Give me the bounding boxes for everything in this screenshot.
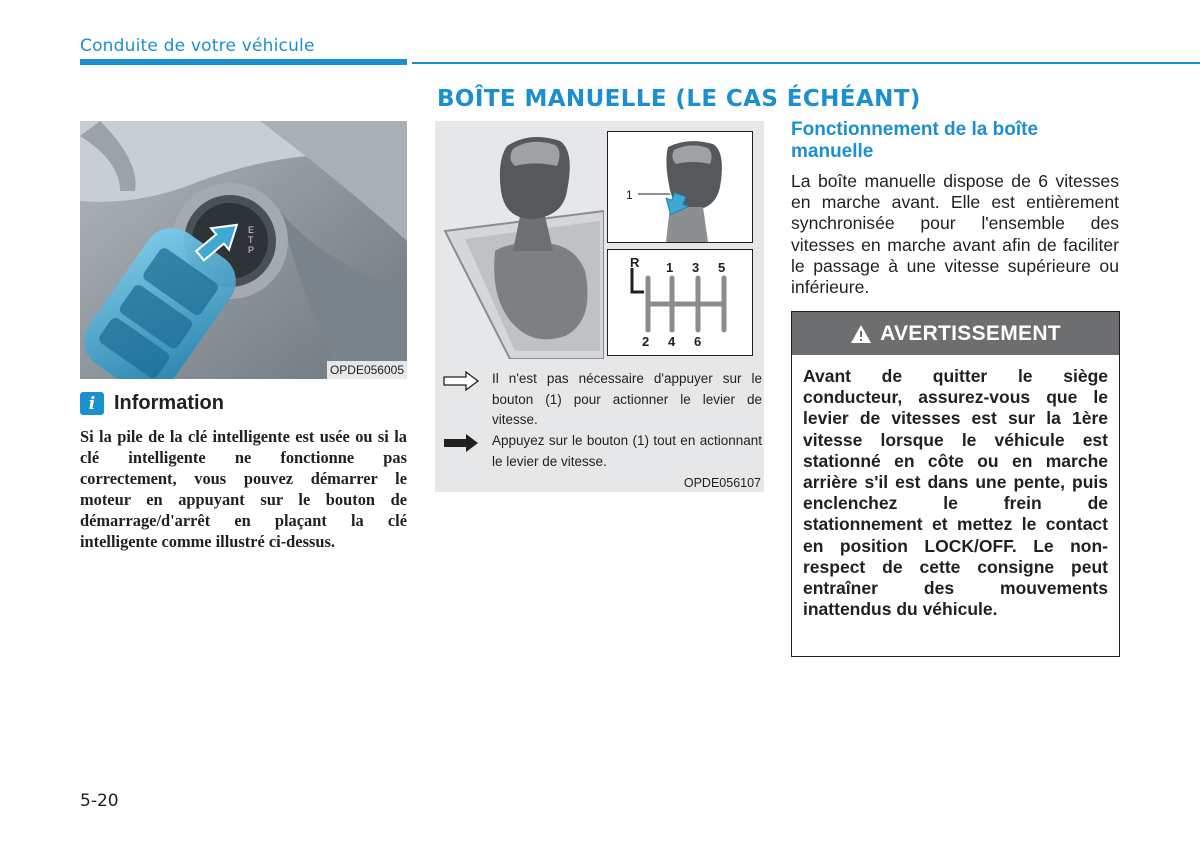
- header-rule-thick: [80, 59, 407, 65]
- outline-arrow-icon: [442, 370, 480, 392]
- warning-triangle-icon: [850, 324, 872, 344]
- callout-number: 1: [626, 188, 633, 202]
- gear-6: 6: [694, 334, 702, 349]
- solid-arrow-icon: [442, 432, 480, 454]
- warning-box: [791, 311, 1120, 657]
- info-icon: i: [80, 392, 104, 415]
- warning-header: [792, 312, 1119, 355]
- subsection-title: Fonctionnement de la boîte manuelle: [791, 119, 1039, 162]
- header-rule-thin: [412, 62, 1200, 64]
- figure-code-left: OPDE056005: [327, 361, 407, 379]
- gear-4: 4: [668, 334, 676, 349]
- info-body: Si la pile de la clé intelligente est usée ou si la clé intelligente ne fonctionne pas correctement, vous pouvez démarrer le moteur en appuyant sur le bouton de démarrage/d'arrêt en plaçant la clé intelligente comme illustré ci-dessus.: [80, 427, 407, 551]
- svg-text:T: T: [248, 235, 254, 245]
- shift-pattern-inset: [607, 249, 753, 356]
- smart-key-photo: [80, 121, 407, 379]
- section-title: BOÎTE MANUELLE (LE CAS ÉCHÉANT): [437, 86, 921, 112]
- gear-5: 5: [718, 260, 726, 275]
- page-number: 5-20: [80, 791, 119, 811]
- warning-body: Avant de quitter le siège conducteur, assurez-vous que le levier de vitesses est sur la 1ère vitesse lorsque le véhicule est stationné en côte ou en marche arrière s'il est dans une pente, puis enclenchez le frein de stationnement et mettez le contact en position LOCK/OFF. Le non-respect de cette consigne peut entraîner des mouvements inattendus du véhicule.: [803, 366, 1108, 620]
- gear-3: 3: [692, 260, 700, 275]
- info-heading: [80, 392, 224, 415]
- legend-text: Il n'est pas nécessaire d'appuyer sur le bouton (1) pour actionner le levier de vitesse.: [492, 371, 762, 427]
- svg-text:E: E: [248, 225, 255, 235]
- figure-code-middle: OPDE056107: [683, 476, 761, 490]
- gear-2: 2: [642, 334, 650, 349]
- info-title: Information: [114, 392, 224, 414]
- svg-text:P: P: [248, 245, 255, 255]
- release-button-inset: [607, 131, 753, 243]
- gear-lever-illustration: [435, 121, 604, 359]
- gear-1: 1: [666, 260, 674, 275]
- subsection-body: La boîte manuelle dispose de 6 vitesses en marche avant. Elle est entièrement synchronisée pour l'ensemble des vitesses en marche avant afin de faciliter le passage à une vitesse supérieure ou inférieure.: [791, 171, 1119, 298]
- gear-R: R: [630, 255, 640, 270]
- running-header: Conduite de votre véhicule: [80, 36, 315, 56]
- warning-label: AVERTISSEMENT: [880, 321, 1061, 345]
- legend-text: Appuyez sur le bouton (1) tout en actionnant le levier de vitesse.: [492, 433, 762, 469]
